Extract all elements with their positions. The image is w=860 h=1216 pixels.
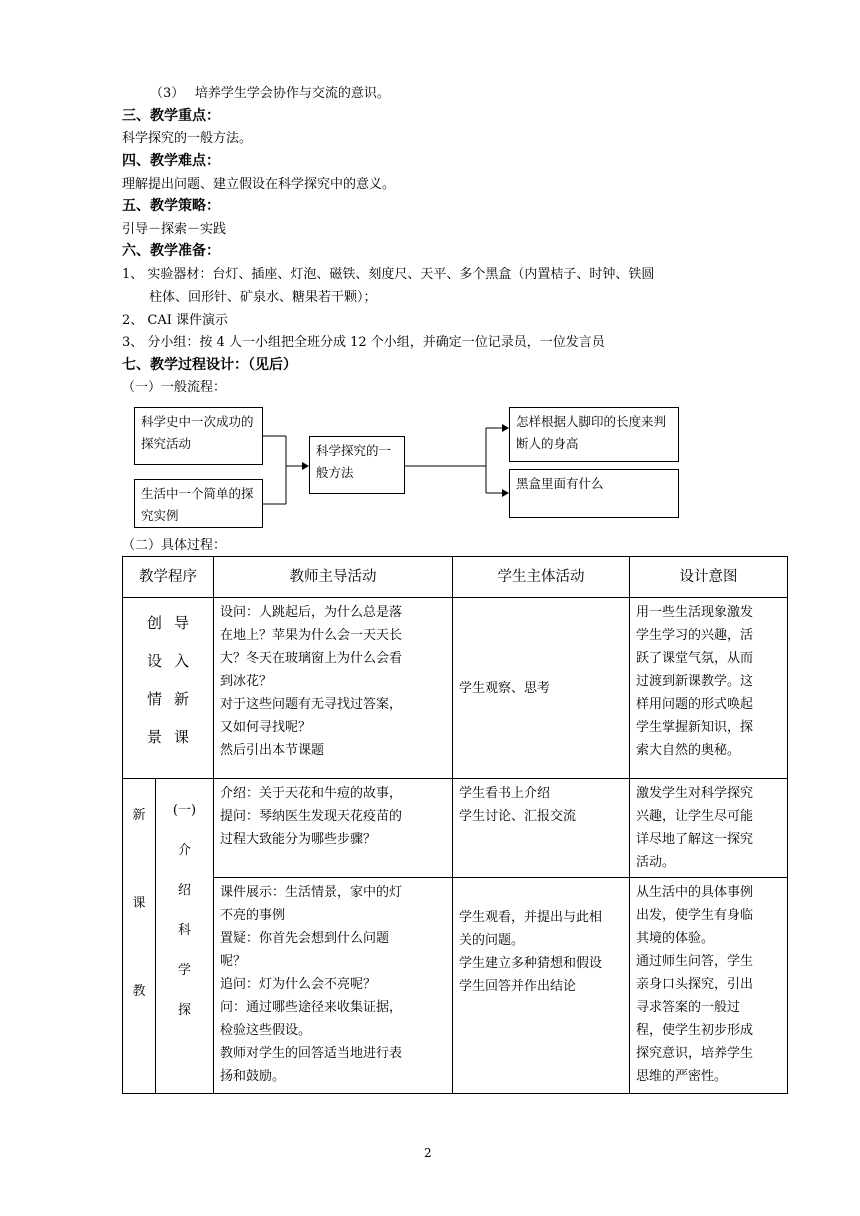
flow-box-history: 科学史中一次成功的探究活动 xyxy=(134,407,263,465)
text-line: 学生看书上介绍 xyxy=(459,786,551,801)
text-line: 思维的严密性。 xyxy=(636,1069,728,1084)
text-line: 学生回答并作出结论 xyxy=(459,979,577,994)
flow-box-life-example: 生活中一个简单的探究实例 xyxy=(134,479,263,528)
row2a-intent-cell xyxy=(630,779,788,878)
stage-intro-inquiry-cell xyxy=(156,779,214,1094)
row2b-student-cell xyxy=(453,878,630,1094)
row1-teacher-cell xyxy=(214,598,453,779)
row2b-intent-cell xyxy=(630,878,788,1094)
text-line: 活动。 xyxy=(636,855,676,870)
prep-item-1: 1、 实验器材：台灯、插座、灯泡、磁铁、刻度尺、天平、多个黑盒（内置桔子、时钟、铁圆 xyxy=(122,267,655,282)
text-line: 其境的体验。 xyxy=(636,931,715,946)
text-line: 关的问题。 xyxy=(459,933,525,948)
heading-difficulties: 四、教学难点： xyxy=(122,153,220,169)
stage-char: 新 xyxy=(132,808,146,823)
row1-student-cell xyxy=(453,598,630,779)
text-line: 提问：琴纳医生发现天花疫苗的 xyxy=(220,809,403,824)
text-line: 教师对学生的回答适当地进行表 xyxy=(220,1046,403,1061)
text-line: 索大自然的奥秘。 xyxy=(636,743,741,758)
text-line: 然后引出本节课题 xyxy=(220,743,325,758)
heading-strategy: 五、教学策略： xyxy=(122,198,220,214)
text-line: 出发，使学生有身临 xyxy=(636,908,754,923)
table-row xyxy=(123,598,788,779)
text-line: 介绍：关于天花和牛痘的故事， xyxy=(220,786,403,801)
process-table xyxy=(122,556,788,1094)
text-line: 寻求答案的一般过 xyxy=(636,1000,741,1015)
text-line: 呢？ xyxy=(220,954,247,969)
text-line: 学生学习的兴趣，活 xyxy=(636,628,754,643)
prep-item-3: 3、 分小组：按 4 人一小组把全班分成 12 个小组，并确定一位记录员，一位发言员 xyxy=(122,335,605,350)
strategy-text: 引导－探索－实践 xyxy=(122,222,227,237)
section2-label: （二）具体过程： xyxy=(122,538,227,553)
text-line: 对于这些问题有无寻找过答案， xyxy=(220,697,403,712)
stage-new-lesson-cell xyxy=(123,779,156,1094)
stage-char: 设 xyxy=(146,652,162,670)
text-line: 过渡到新课教学。这 xyxy=(636,674,754,689)
row2a-student-cell xyxy=(453,779,630,878)
text-line: 检验这些假设。 xyxy=(220,1023,312,1038)
text-line: 扬和鼓励。 xyxy=(220,1069,286,1084)
text-line: 不亮的事例 xyxy=(220,908,286,923)
stage-char: 创 xyxy=(146,614,162,632)
text-line: 跃了课堂气氛，从而 xyxy=(636,651,754,666)
stage-char: 介 xyxy=(177,843,191,858)
header-procedure: 教学程序 xyxy=(123,557,214,598)
text-line: 又如何寻找呢？ xyxy=(220,720,312,735)
text-line: 学生掌握新知识，探 xyxy=(636,720,754,735)
text-line: 追问：灯为什么会不亮呢？ xyxy=(220,977,377,992)
row1-intent-cell xyxy=(630,598,788,779)
text-line: 课件展示：生活情景，家中的灯 xyxy=(220,885,403,900)
text-line: 通过师生问答，学生 xyxy=(636,954,754,969)
text-line: 兴趣，让学生尽可能 xyxy=(636,809,754,824)
text-line: 学生讨论、汇报交流 xyxy=(459,809,577,824)
stage-intro-cell xyxy=(123,598,214,779)
text-line: 置疑：你首先会想到什么问题 xyxy=(220,931,390,946)
stage-char: 情 xyxy=(146,690,162,708)
text-line: 设问：人跳起后，为什么总是落 xyxy=(220,605,403,620)
stage-char: 课 xyxy=(132,896,146,911)
table-row xyxy=(123,779,788,878)
text-line: 学生建立多种猜想和假设 xyxy=(459,956,603,971)
flow-box-general-method: 科学探究的一般方法 xyxy=(309,436,405,494)
page-number: 2 xyxy=(424,1146,432,1160)
objective-line-3: （3） 培养学生学会协作与交流的意识。 xyxy=(150,86,390,101)
table-header-row xyxy=(123,557,788,598)
stage-char: (一) xyxy=(172,803,197,818)
key-points-text: 科学探究的一般方法。 xyxy=(122,131,253,146)
prep-item-1-cont: 柱体、回形针、矿泉水、糖果若干颗）； xyxy=(149,290,377,305)
text-line: 从生活中的具体事例 xyxy=(636,885,754,900)
stage-char: 导 xyxy=(174,614,190,632)
flow-connectors xyxy=(0,0,860,560)
text-line: 探究意识，培养学生 xyxy=(636,1046,754,1061)
stage-char: 新 xyxy=(174,690,190,708)
stage-char: 入 xyxy=(174,652,190,670)
text-line: 学生观察、思考 xyxy=(459,680,551,696)
text-line: 大？冬天在玻璃窗上为什么会看 xyxy=(220,651,403,666)
text-line: 程，使学生初步形成 xyxy=(636,1023,754,1038)
stage-char: 科 xyxy=(177,923,191,938)
flow-box-blackbox: 黑盒里面有什么 xyxy=(509,469,679,518)
stage-char: 绍 xyxy=(177,883,191,898)
stage-char: 探 xyxy=(177,1003,191,1018)
text-line: 到冰花？ xyxy=(220,674,273,689)
prep-item-2: 2、 CAI 课件演示 xyxy=(122,313,229,328)
text-line: 用一些生活现象激发 xyxy=(636,605,754,620)
heading-process: 七、教学过程设计：（见后） xyxy=(122,357,297,373)
table-row xyxy=(123,878,788,1094)
stage-char: 景 xyxy=(146,728,162,746)
header-student: 学生主体活动 xyxy=(453,557,630,598)
text-line: 过程大致能分为哪些步骤？ xyxy=(220,832,377,847)
text-line: 详尽地了解这一探究 xyxy=(636,832,754,847)
text-line: 亲身口头探究，引出 xyxy=(636,977,754,992)
row2a-teacher-cell xyxy=(214,779,453,878)
text-line: 样用问题的形式唤起 xyxy=(636,697,754,712)
heading-key-points: 三、教学重点： xyxy=(122,108,220,124)
header-teacher: 教师主导活动 xyxy=(214,557,453,598)
header-intent: 设计意图 xyxy=(630,557,788,598)
flow-box-footprint: 怎样根据人脚印的长度来判断人的身高 xyxy=(509,407,679,462)
text-line: 在地上？苹果为什么会一天天长 xyxy=(220,628,403,643)
heading-preparation: 六、教学准备： xyxy=(122,243,220,259)
row2b-teacher-cell xyxy=(214,878,453,1094)
section1-label: （一）一般流程： xyxy=(122,380,227,395)
text-line: 激发学生对科学探究 xyxy=(636,786,754,801)
stage-char: 学 xyxy=(177,963,191,978)
text-line: 学生观看，并提出与此相 xyxy=(459,910,603,925)
stage-char: 教 xyxy=(132,984,146,999)
stage-char: 课 xyxy=(174,728,190,746)
difficulties-text: 理解提出问题、建立假设在科学探究中的意义。 xyxy=(122,177,396,192)
text-line: 问：通过哪些途径来收集证据， xyxy=(220,1000,403,1015)
